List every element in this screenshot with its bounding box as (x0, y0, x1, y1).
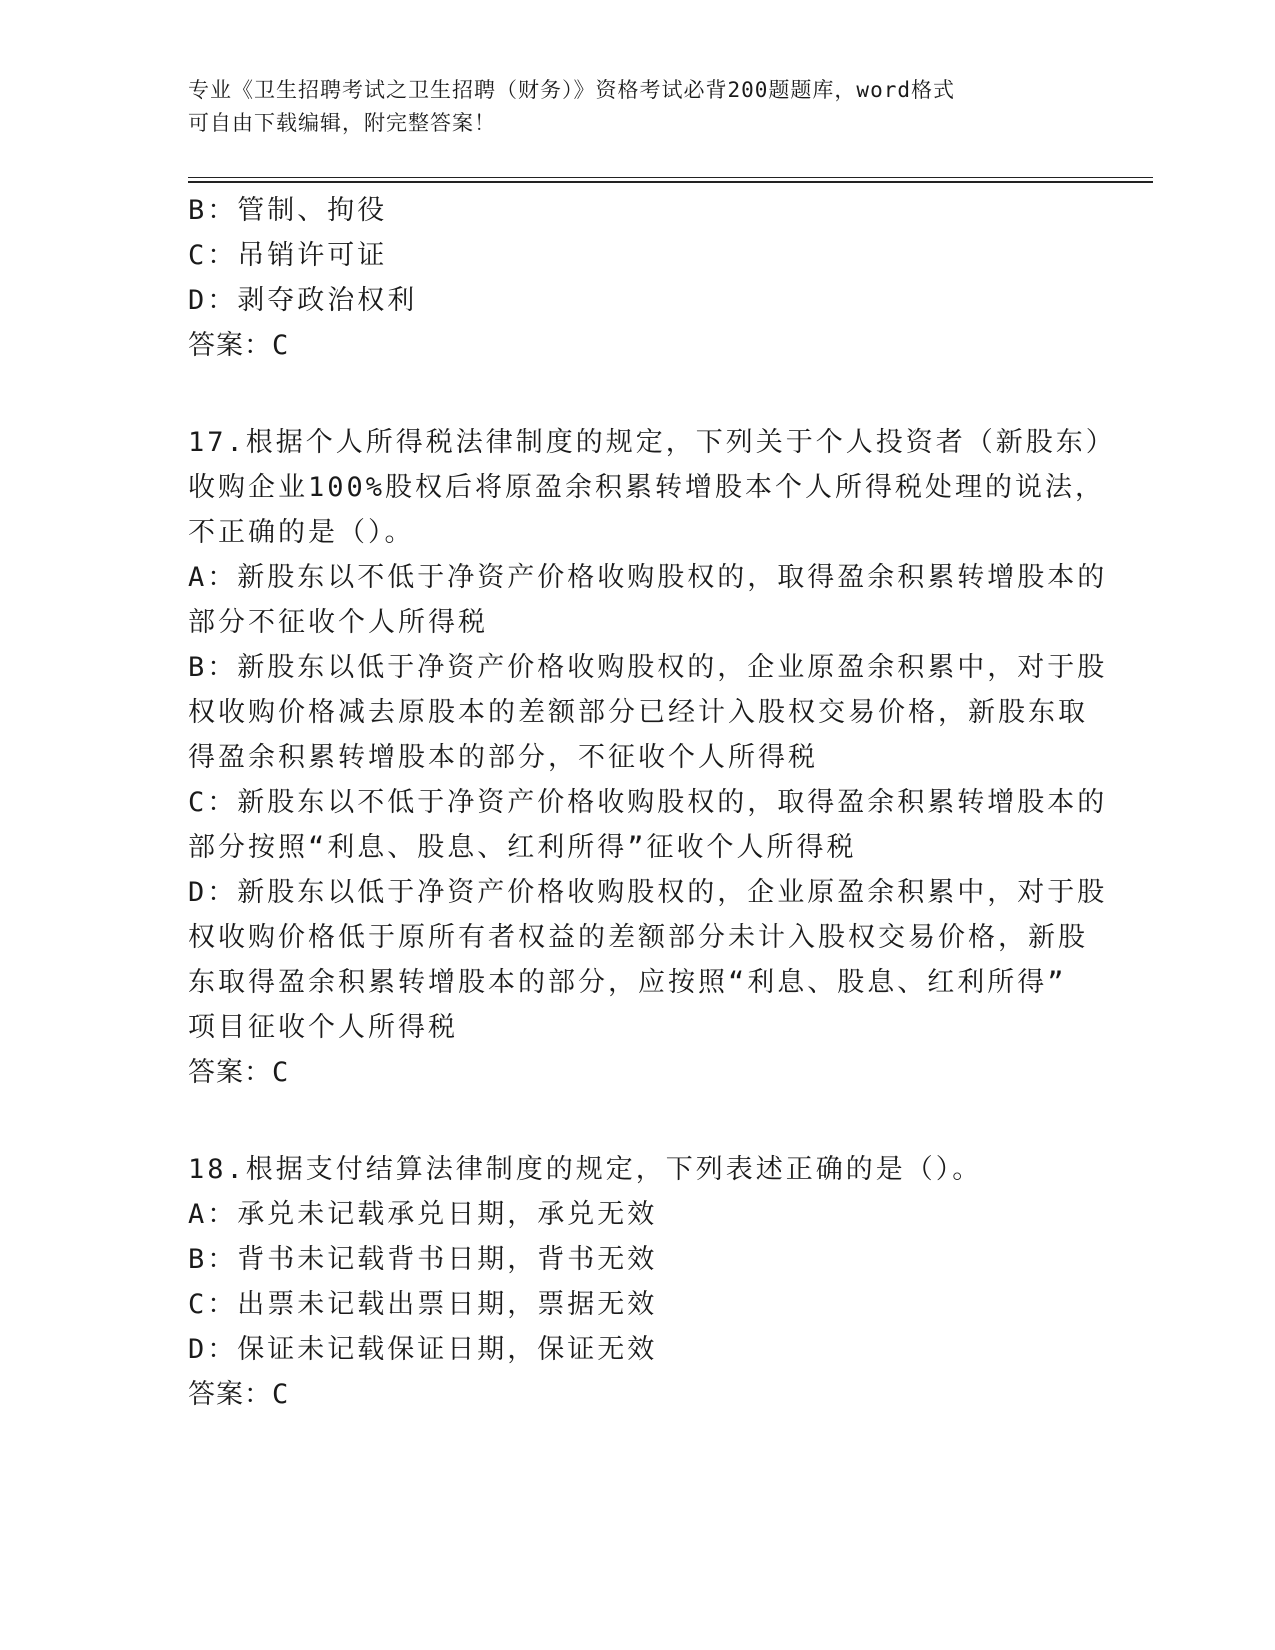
option-line: 权收购价格低于原所有者权益的差额部分未计入股权交易价格，新股 (188, 922, 1088, 953)
answer: 答案：C (188, 1379, 290, 1410)
option-b: B：管制、拘役 (188, 195, 388, 226)
option-line: A：新股东以不低于净资产价格收购股权的，取得盈余积累转增股本的 (188, 562, 1108, 593)
option-c: C：吊销许可证 (188, 240, 388, 271)
header-line-2: 可自由下载编辑，附完整答案！ (188, 111, 496, 135)
answer: 答案：C (188, 330, 290, 361)
option-b: B：背书未记载背书日期，背书无效 (188, 1244, 658, 1275)
question-stem-line: 17.根据个人所得税法律制度的规定，下列关于个人投资者（新股东） (188, 427, 1116, 458)
option-c: C：出票未记载出票日期，票据无效 (188, 1289, 658, 1320)
option-b (188, 645, 1108, 780)
option-line: 东取得盈余积累转增股本的部分，应按照“利息、股息、红利所得” (188, 967, 1067, 998)
option-line: 项目征收个人所得税 (188, 1012, 458, 1043)
option-d: D：剥夺政治权利 (188, 285, 418, 316)
option-line: 部分不征收个人所得税 (188, 607, 488, 638)
document-header (188, 74, 1088, 140)
question-stem-line: 18.根据支付结算法律制度的规定，下列表述正确的是（）。 (188, 1154, 983, 1185)
question-18 (188, 1147, 1088, 1417)
option-d (188, 870, 1108, 1050)
answer: 答案：C (188, 1057, 290, 1088)
prev-question (188, 188, 1088, 368)
option-line: C：新股东以不低于净资产价格收购股权的，取得盈余积累转增股本的 (188, 787, 1108, 818)
option-line: 部分按照“利息、股息、红利所得”征收个人所得税 (188, 832, 857, 863)
header-line-1: 专业《卫生招聘考试之卫生招聘（财务）》资格考试必背200题题库，word格式 (188, 78, 955, 102)
option-line: 得盈余积累转增股本的部分，不征收个人所得税 (188, 742, 818, 773)
document-body (188, 188, 1116, 1417)
option-line: 权收购价格减去原股本的差额部分已经计入股权交易价格，新股东取 (188, 697, 1088, 728)
option-line: D：新股东以低于净资产价格收购股权的，企业原盈余积累中，对于股 (188, 877, 1108, 908)
option-d: D：保证未记载保证日期，保证无效 (188, 1334, 658, 1365)
header-divider-thin (188, 177, 1153, 178)
option-line: B：新股东以低于净资产价格收购股权的，企业原盈余积累中，对于股 (188, 652, 1108, 683)
option-c (188, 780, 1108, 870)
option-a: A：承兑未记载承兑日期，承兑无效 (188, 1199, 658, 1230)
option-a (188, 555, 1108, 645)
question-stem-line: 不正确的是（）。 (188, 517, 415, 548)
header-divider-thick (188, 181, 1153, 183)
question-17 (188, 420, 1116, 1095)
question-stem-line: 收购企业100%股权后将原盈余积累转增股本个人所得税处理的说法， (188, 472, 1106, 503)
